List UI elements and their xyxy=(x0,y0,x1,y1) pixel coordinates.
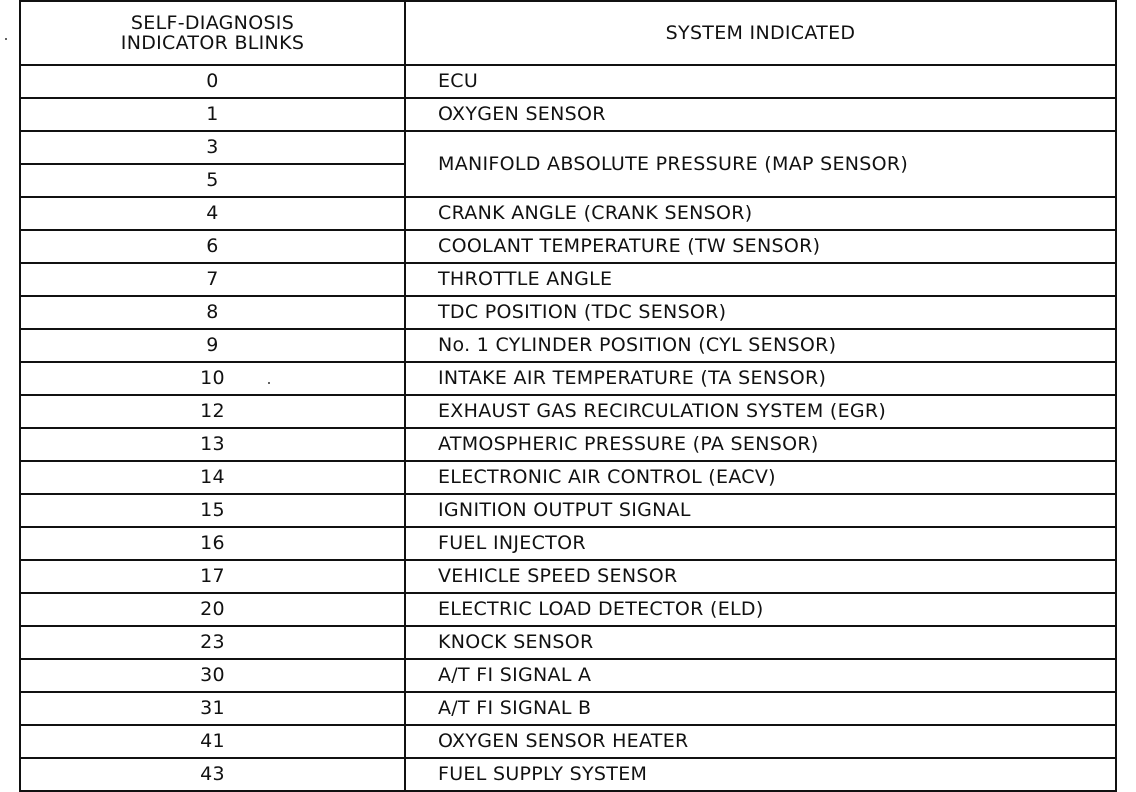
table-row xyxy=(20,527,1116,560)
header-blinks-line1: SELF-DIAGNOSIS xyxy=(130,12,295,34)
table-row xyxy=(20,296,1116,329)
system-name: A/T FI SIGNAL B xyxy=(405,692,1116,725)
table-row xyxy=(20,230,1116,263)
table-row xyxy=(20,329,1116,362)
blink-code: 30 xyxy=(20,659,405,692)
blink-code: 5 xyxy=(20,164,405,197)
system-name: ELECTRIC LOAD DETECTOR (ELD) xyxy=(405,593,1116,626)
system-name: No. 1 CYLINDER POSITION (CYL SENSOR) xyxy=(405,329,1116,362)
table-row xyxy=(20,560,1116,593)
table-row xyxy=(20,692,1116,725)
blink-code: 3 xyxy=(20,131,405,164)
blink-code: 6 xyxy=(20,230,405,263)
blink-code: 12 xyxy=(20,395,405,428)
diagnosis-code-table xyxy=(19,0,1117,792)
blink-code: 15 xyxy=(20,494,405,527)
system-name: TDC POSITION (TDC SENSOR) xyxy=(405,296,1116,329)
blink-code: 41 xyxy=(20,725,405,758)
scan-speck xyxy=(5,38,7,40)
scan-speck xyxy=(268,382,270,384)
blink-code: 13 xyxy=(20,428,405,461)
blink-code: 23 xyxy=(20,626,405,659)
system-name: MANIFOLD ABSOLUTE PRESSURE (MAP SENSOR) xyxy=(405,131,1116,197)
blink-code: 16 xyxy=(20,527,405,560)
table-row xyxy=(20,659,1116,692)
table-row xyxy=(20,65,1116,98)
system-name: FUEL SUPPLY SYSTEM xyxy=(405,758,1116,791)
blink-code: 7 xyxy=(20,263,405,296)
system-name: IGNITION OUTPUT SIGNAL xyxy=(405,494,1116,527)
table-row xyxy=(20,98,1116,131)
system-name: FUEL INJECTOR xyxy=(405,527,1116,560)
blink-code: 14 xyxy=(20,461,405,494)
table-row xyxy=(20,593,1116,626)
header-blinks xyxy=(20,1,405,65)
blink-code: 9 xyxy=(20,329,405,362)
system-name: COOLANT TEMPERATURE (TW SENSOR) xyxy=(405,230,1116,263)
table-row xyxy=(20,362,1116,395)
header-blinks-line2: INDICATOR BLINKS xyxy=(120,32,305,54)
table-row xyxy=(20,725,1116,758)
blink-code: 10 xyxy=(20,362,405,395)
system-name: ECU xyxy=(405,65,1116,98)
diagnosis-table-container xyxy=(19,0,1117,784)
blink-code: 1 xyxy=(20,98,405,131)
blink-code: 4 xyxy=(20,197,405,230)
system-name: THROTTLE ANGLE xyxy=(405,263,1116,296)
system-name: INTAKE AIR TEMPERATURE (TA SENSOR) xyxy=(405,362,1116,395)
table-row xyxy=(20,626,1116,659)
table-row xyxy=(20,461,1116,494)
table-header-row xyxy=(20,1,1116,65)
blink-code: 43 xyxy=(20,758,405,791)
table-row xyxy=(20,263,1116,296)
table-row xyxy=(20,758,1116,791)
system-name: ATMOSPHERIC PRESSURE (PA SENSOR) xyxy=(405,428,1116,461)
table-row xyxy=(20,395,1116,428)
blink-code: 17 xyxy=(20,560,405,593)
blink-code: 8 xyxy=(20,296,405,329)
system-name: ELECTRONIC AIR CONTROL (EACV) xyxy=(405,461,1116,494)
system-name: VEHICLE SPEED SENSOR xyxy=(405,560,1116,593)
system-name: OXYGEN SENSOR HEATER xyxy=(405,725,1116,758)
system-name: A/T FI SIGNAL A xyxy=(405,659,1116,692)
system-name: EXHAUST GAS RECIRCULATION SYSTEM (EGR) xyxy=(405,395,1116,428)
table-row xyxy=(20,131,1116,164)
system-name: KNOCK SENSOR xyxy=(405,626,1116,659)
system-name: CRANK ANGLE (CRANK SENSOR) xyxy=(405,197,1116,230)
blink-code: 31 xyxy=(20,692,405,725)
system-name: OXYGEN SENSOR xyxy=(405,98,1116,131)
header-system: SYSTEM INDICATED xyxy=(405,1,1116,65)
blink-code: 0 xyxy=(20,65,405,98)
table-row xyxy=(20,197,1116,230)
blink-code: 20 xyxy=(20,593,405,626)
table-row xyxy=(20,494,1116,527)
table-row xyxy=(20,428,1116,461)
